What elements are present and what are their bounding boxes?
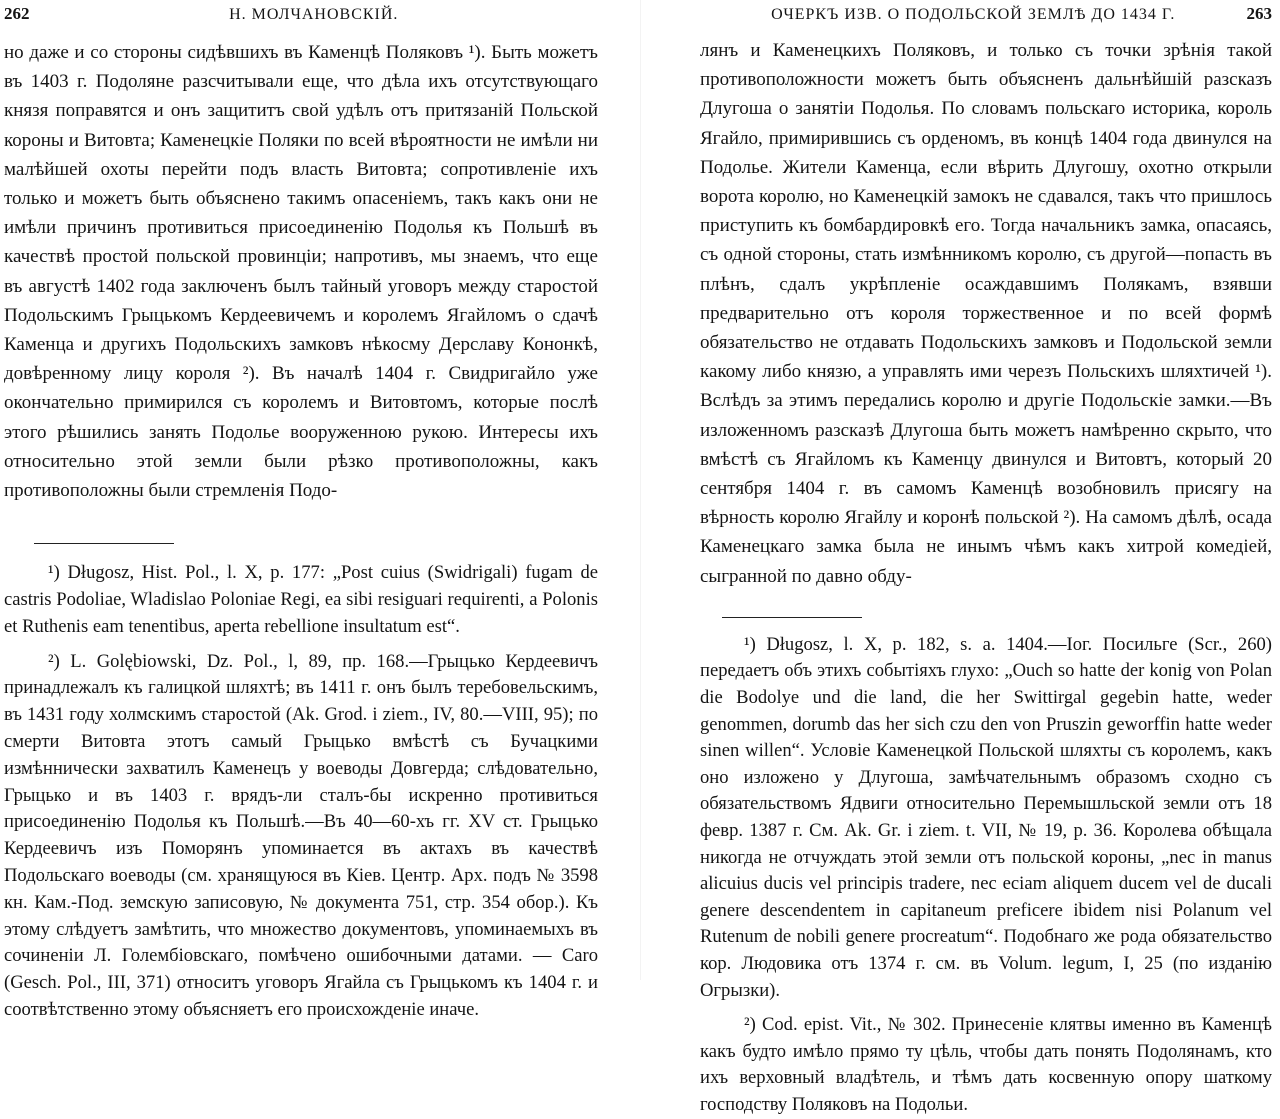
right-running-head: ОЧЕРКЪ ИЗВ. О ПОДОЛЬСКОЙ ЗЕМЛѢ ДО 1434 Г. [771,6,1176,23]
right-page [640,0,1280,1115]
right-page-number: 263 [1246,4,1272,23]
right-footnote-1: ¹) Długosz, l. X, p. 182, s. a. 1404.—Іог. Посильге (Scr., 260) передаетъ объ этихъ событіяхъ глухо: „Ouch so hatte der konig von Polan die Bodolye und die land, die her Swittirgal gegebin hatte, weder genommen, dorumb das her sich czu den von Pruszin geworffin hatte weder sinen willen“. Условіе Каменецкой Польской шляхты съ королемъ, какъ оно изложено у Длугоша, замѣчательнымъ образомъ сходно съ обязательствомъ Ядвиги относительно Перемышльской земли отъ 18 февр. 1387 г. См. Ak. Gr. i ziem. t. VII, № 19, p. 36. Королева обѣщала никогда не отчуждать этой земли отъ польской короны, „nec in manus alicuius ducis vel principis tradere, nec eciam aliquem ducem vel de ducali genere descendentem in capitaneum preficere ibidem nisi Polanum vel Rutenum de nobili genere procreatum“. Подобнаго же рода обязательство кор. Людовика отъ 1374 г. см. въ Volum. legum, I, 25 (по изданію Огрызки). [700,633,1272,1001]
left-page [0,0,640,1020]
left-page-header [4,0,598,32]
footnote-rule [722,617,862,618]
left-body-paragraph: но даже и со стороны сидѣвшихъ въ Каменцѣ Поляковъ ¹). Быть можетъ въ 1403 г. Подоляне разсчитывали еще, что дѣла ихъ отсутствующаго князя поправятся и онъ защититъ свой удѣлъ отъ притязаній Польской короны и Витовта; Каменецкіе Поляки по всей вѣроятности не имѣли ни малѣйшей охоты перейти подъ власть Витовта; сопротивленіе ихъ только и можетъ быть объяснено такимъ опасеніемъ, такъ какъ они не имѣли причинъ противиться присоединенію Подолья къ Польшѣ въ качествѣ простой польской провинціи; напротивъ, мы знаемъ, что еще въ августѣ 1402 года заключенъ былъ тайный уговоръ между старостой Подольскимъ Грыцькомъ Кердеевичемъ и королемъ Ягайломъ о сдачѣ Каменца и другихъ Подольскихъ замковъ нѣкосму Дерславу Кононкѣ, довѣренному лицу короля ²). Въ началѣ 1404 г. Свидригайло уже окончательно примирился съ королемъ и Витовтомъ, которые послѣ этого рѣшились занять Подолье вооруженною рукою. Интересы ихъ относительно этой земли были рѣзко противоположны, какъ противоположны были стремленія Подо- [4,42,598,502]
right-page-header [700,0,1272,32]
right-main-text [700,36,1272,591]
left-footnote-2: ²) L. Golębiowski, Dz. Pol., l, 89, пр. 168.—Грыцько Кердеевичъ принадлежалъ къ галицкой шляхтѣ; въ 1411 г. онъ былъ теребовельскимъ, въ 1431 году холмскимъ старостой (Ak. Grod. i ziem., IV, 80.—VIII, 95); по смерти Витовта этотъ самый Грыцько вмѣстѣ съ Бучацкими измѣннически захватилъ Каменецъ у воеводы Довгерда; слѣдовательно, Грыцько и въ 1403 г. врядъ-ли сталъ-бы искренно противиться присоединенію Подолья къ Польшѣ.—Въ 40—60-хъ гг. XV ст. Грыцько Кердеевичъ изъ Поморянъ упоминается въ актахъ въ качествѣ Подольскаго воеводы (см. хранящуюся въ Кіев. Центр. Арх. подъ № 3598 кн. Кам.-Под. земскую записовую, № документа 751, стр. 354 обор.). Къ этому слѣдуетъ замѣтить, что множество документовъ, упоминаемыхъ въ сочиненіи Л. Голембіовскаго, помѣчено ошибочными датами. — Caro (Gesch. Pol., III, 371) относитъ уговоръ Ягайла съ Грыцькомъ къ 1404 г. и соотвѣтственно этому объясняетъ его происхожденіе иначе. [4,650,598,1020]
left-page-number: 262 [4,4,30,23]
left-footnote-1: ¹) Długosz, Hist. Pol., l. X, p. 177: „Post cuius (Swidrigali) fugam de castris Podoliae, Wladislao Poloniae Regi, ea sibi resiguari requirenti, a Polonis et Ruthenis eam tenentibus, aperta rebellione insultatum est“. [4,562,598,637]
footnote-rule [34,543,174,544]
left-main-text [4,38,598,505]
right-body-paragraph: лянъ и Каменецкихъ Поляковъ, и только съ точки зрѣнія такой противоположности можетъ быть объясненъ дальнѣйшій разсказъ Длугоша о занятіи Подолья. По словамъ польскаго историка, король Ягайло, примирившись съ орденомъ, въ концѣ 1404 года двинулся на Подолье. Жители Каменца, если вѣрить Длугошу, охотно открыли ворота королю, но Каменецкій замокъ не сдавался, такъ что пришлось приступить къ бомбардировкѣ его. Тогда начальникъ замка, опасаясь, съ одной стороны, стать измѣнникомъ королю, съ другой—попасть въ плѣнъ, сдалъ укрѣпленіе осаждавшимъ Полякамъ, взявши предварительно отъ короля торжественное и по всей формѣ обязательство не отдавать Подольскихъ замковъ и Подольской земли какому либо князю, а управлять ими черезъ Польскихъ шляхтичей ¹). Вслѣдъ за этимъ передались королю и другіе Подольскіе замки.—Въ изложенномъ разсказѣ Длугоша быть можетъ намѣренно скрыто, что вмѣстѣ съ Ягайломъ къ Каменцу двинулся и Витовтъ, который 20 сентября 1404 г. въ самомъ Каменцѣ возобновилъ присягу на вѣрность королю Ягайлу и коронѣ польской ²). На самомъ дѣлѣ, осада Каменецкаго замка была не инымъ чѣмъ какъ хитрой комедіей, сыгранной по давно обду- [700,40,1272,587]
left-running-head: Н. МОЛЧАНОВСКІЙ. [229,6,399,23]
right-footnote-2: ²) Cod. epist. Vit., № 302. Принесеніе клятвы именно въ Каменцѣ какъ будто имѣло прямо ту цѣль, чтобы дать понять Подолянамъ, кто ихъ верховный владѣтель, и тѣмъ дать косвенную опору шаткому господству Поляковъ на Подольи. [700,1014,1272,1115]
